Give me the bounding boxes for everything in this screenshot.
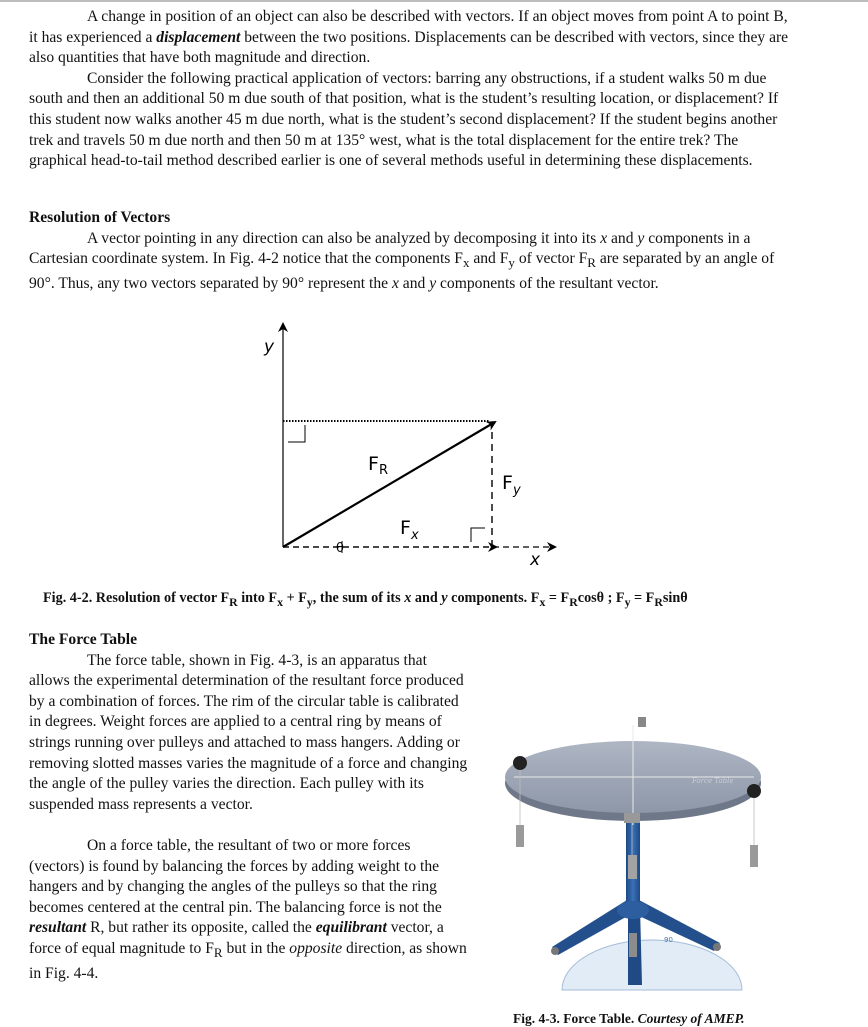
pulley-back bbox=[638, 717, 646, 727]
intro-section bbox=[29, 7, 799, 172]
table-label: Force Table bbox=[692, 777, 734, 785]
paragraph-equilibrant: On a force table, the resultant of two or more forces (vectors) is found by balancing the forces by adding weight to the hangers and by changing the angles of the pulleys so that the ring becomes centered at the central pin. The balancing force is not the resultant R, but rather its opposite, called the equilibrant vector, a force of equal magnitude to $F_R$ but in the opposite direction, as shown in Fig. 4-4. bbox=[29, 836, 467, 982]
paragraph-displacement: A change in position of an object can also be described with vectors. If an object moves from point A to point B, it has experienced a displacement between the two positions. Displacements can be described with vectors, since they are also quantities that have both magnitude and direction. bbox=[29, 8, 789, 67]
paragraph-force-table: The force table, shown in Fig. 4-3, is an apparatus that allows the experimental determination of the resultant force produced by a combination of forces. The rim of the circular table is calibrated in degrees. Weight forces are applied to a central ring by means of strings running over pulleys and attached to mass hangers. Adding or removing slotted masses varies the magnitude of a force and changing the angle of the pulley varies the direction. Each pulley with its suspended mass represents a vector. bbox=[29, 651, 468, 813]
vector-resolution-diagram bbox=[250, 318, 570, 570]
fr-label: $F_R$ bbox=[368, 453, 388, 478]
mass-hanger-right bbox=[750, 845, 758, 867]
fx-label: $F_x$ bbox=[400, 517, 419, 543]
mass-hanger-left bbox=[516, 825, 524, 847]
section-heading-force-table: The Force Table bbox=[29, 631, 138, 648]
right-angle-mark-top bbox=[288, 425, 305, 442]
mass-hanger-bottom bbox=[629, 933, 637, 957]
y-axis-label: y bbox=[264, 337, 275, 357]
fy-label: $F_y$ bbox=[502, 472, 521, 498]
figure-4-2-caption: Fig. 4-2. Resolution of vector $F_R$ into $F_x + F_y$, the sum of its x and y components. $F_x = F_R\cos\theta$ ; $F_y = F_R\sin\theta$ bbox=[43, 590, 688, 609]
pulley-front bbox=[624, 813, 640, 823]
foot-right bbox=[713, 943, 721, 951]
resolution-section bbox=[29, 208, 799, 294]
pulley-right bbox=[747, 784, 761, 798]
paragraph-application: Consider the following practical application of vectors: barring any obstructions, if a student walks 50 m due south and then an additional 50 m due south of that position, what is the student’s resulting location, or displacement? If this student now walks another 45 m due north, what is the student’s second displacement? If the student begins another trek and travels 50 m due north and then 50 m at 135° west, what is the total displacement for the entire trek? The graphical head-to-tail method described earlier is one of several methods useful in determining these displacements. bbox=[29, 69, 779, 170]
pulley-left bbox=[513, 756, 527, 770]
top-rule bbox=[0, 0, 868, 2]
figure-4-3-caption: Fig. 4-3. Force Table. Courtesy of AMEP. bbox=[513, 1011, 745, 1026]
stand-hub bbox=[617, 901, 649, 919]
resultant-vector-fr bbox=[283, 422, 495, 547]
paragraph-resolution: A vector pointing in any direction can also be analyzed by decomposing it into its x and y components in a Cartesian coordinate system. In Fig. 4-2 notice that the components $F_x$ and $F_y$ of vector $F_R$ are separated by an angle of 90°. Thus, any two vectors separated by 90° represent the x and y components of the resultant vector. bbox=[29, 229, 775, 292]
force-table-photo bbox=[492, 655, 796, 1009]
section-heading-resolution: Resolution of Vectors bbox=[29, 209, 171, 226]
x-axis-label: x bbox=[530, 550, 541, 570]
mass-hanger-front bbox=[628, 855, 637, 879]
theta-label: θ bbox=[336, 541, 344, 556]
force-table-section bbox=[29, 630, 469, 984]
protractor-mark: 90 bbox=[664, 936, 673, 944]
right-angle-mark-bottom bbox=[471, 528, 485, 542]
foot-left bbox=[551, 947, 559, 955]
